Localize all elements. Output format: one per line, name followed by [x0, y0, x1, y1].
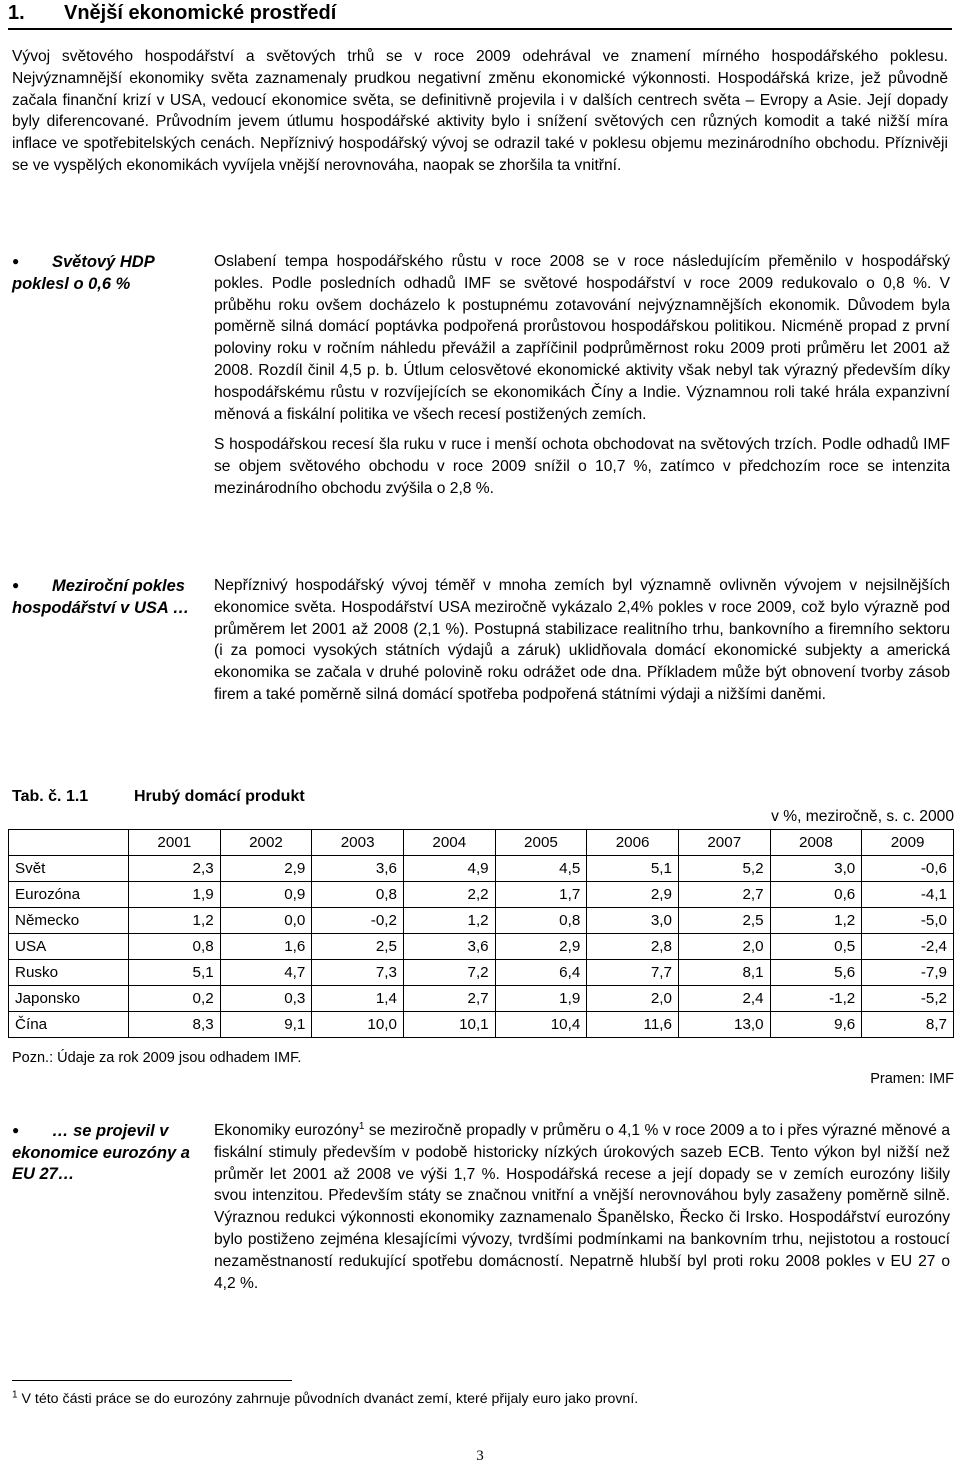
- table-cell: 2,5: [678, 908, 770, 934]
- table-cell: 3,0: [587, 908, 679, 934]
- table-row: [9, 986, 954, 1012]
- table-cell: 0,2: [129, 986, 221, 1012]
- footnote: [12, 1391, 638, 1407]
- table-cell: 0,8: [495, 908, 587, 934]
- table-cell: 5,2: [678, 856, 770, 882]
- table-cell: 7,3: [312, 960, 404, 986]
- section-body: [214, 1120, 950, 1294]
- table-caption: [12, 788, 305, 806]
- footnote-mark: 1: [12, 1389, 18, 1401]
- column-header: 2006: [587, 830, 679, 856]
- footnote-text: V této části práce se do eurozóny zahrnuje původních dvanáct zemí, které přijaly euro jako provní.: [17, 1391, 639, 1407]
- table-cell: 6,4: [495, 960, 587, 986]
- side-heading-eurozone: [12, 1120, 198, 1186]
- row-label: Rusko: [9, 960, 129, 986]
- side-heading-text: Světový HDP poklesl o 0,6 %: [12, 253, 155, 293]
- chapter-title: Vnější ekonomické prostředí: [64, 2, 337, 24]
- bullet-icon: ●: [12, 254, 20, 268]
- side-heading-usa: [12, 575, 198, 619]
- table-cell: 3,6: [403, 934, 495, 960]
- table-cell: 1,2: [403, 908, 495, 934]
- table-cell: 4,7: [220, 960, 312, 986]
- table-cell: 7,2: [403, 960, 495, 986]
- table-cell: 4,9: [403, 856, 495, 882]
- side-heading-world-gdp: [12, 251, 198, 295]
- bullet-icon: ●: [12, 1123, 20, 1137]
- table-label: Tab. č. 1.1: [12, 788, 89, 805]
- intro-paragraph: Vývoj světového hospodářství a světových trhů se v roce 2009 odehrával ve znamení mírného hospodářského poklesu. Nejvýznamnější ekonomiky světa zaznamenaly prudkou negativní změnu ekonomické výkonnosti. Hospodářská krize, jež původně začala finanční krizí v USA, vedoucí ekonomice světa, se definitivně projevila i v dalších centrech světa – Evropy a Asie. Její dopady byly diferencované. Průvodním jevem útlumu hospodářské aktivity bylo i snížení světových cen různých komodit a také nižší míra inflace ve spotřebitelských cenách. Nepříznivý hospodářský vývoj se odrazil také v poklesu objemu mezinárodního obchodu. Příznivěji se ve vyspělých ekonomikách vyvíjela vnější nerovnováha, naopak se zhoršila ta vnitřní.: [12, 48, 948, 174]
- table-cell: 0,9: [220, 882, 312, 908]
- table-row: [9, 1012, 954, 1038]
- table-source: Pramen: IMF: [870, 1071, 954, 1087]
- paragraph: [214, 1120, 950, 1294]
- table-cell: -7,9: [862, 960, 954, 986]
- row-label: Německo: [9, 908, 129, 934]
- row-label: Japonsko: [9, 986, 129, 1012]
- table-cell: 1,2: [770, 908, 862, 934]
- table-cell: 3,0: [770, 856, 862, 882]
- table-cell: -5,2: [862, 986, 954, 1012]
- side-heading-text: Meziroční pokles hospodářství v USA …: [12, 577, 190, 617]
- section-body: [214, 251, 950, 500]
- table-cell: 2,0: [678, 934, 770, 960]
- column-header: 2002: [220, 830, 312, 856]
- table-cell: 1,4: [312, 986, 404, 1012]
- section-body: [214, 575, 950, 706]
- row-label: USA: [9, 934, 129, 960]
- table-cell: -5,0: [862, 908, 954, 934]
- column-header: 2003: [312, 830, 404, 856]
- table-cell: 11,6: [587, 1012, 679, 1038]
- table-cell: 5,6: [770, 960, 862, 986]
- table-cell: 2,4: [678, 986, 770, 1012]
- table-cell: 10,0: [312, 1012, 404, 1038]
- table-cell: 2,2: [403, 882, 495, 908]
- table-cell: 5,1: [129, 960, 221, 986]
- table-cell: -2,4: [862, 934, 954, 960]
- table-cell: -4,1: [862, 882, 954, 908]
- column-header: 2008: [770, 830, 862, 856]
- table-cell: 1,9: [495, 986, 587, 1012]
- table-cell: 9,6: [770, 1012, 862, 1038]
- gdp-table: [8, 829, 954, 1038]
- table-unit: v %, meziročně, s. c. 2000: [771, 808, 954, 825]
- table-cell: 2,8: [587, 934, 679, 960]
- row-label: Čína: [9, 1012, 129, 1038]
- table-cell: 1,7: [495, 882, 587, 908]
- table-row: [9, 934, 954, 960]
- header-blank: [9, 830, 129, 856]
- row-label: Eurozóna: [9, 882, 129, 908]
- table-cell: -1,2: [770, 986, 862, 1012]
- table-cell: 0,0: [220, 908, 312, 934]
- table-cell: 2,9: [587, 882, 679, 908]
- chapter-number: 1.: [8, 2, 25, 24]
- table-cell: 0,5: [770, 934, 862, 960]
- table-cell: 10,1: [403, 1012, 495, 1038]
- table-cell: 0,6: [770, 882, 862, 908]
- table-header-row: [9, 830, 954, 856]
- footnote-divider: [12, 1380, 292, 1381]
- table-cell: 8,7: [862, 1012, 954, 1038]
- table-row: [9, 960, 954, 986]
- table-cell: 7,7: [587, 960, 679, 986]
- row-label: Svět: [9, 856, 129, 882]
- table-cell: 9,1: [220, 1012, 312, 1038]
- table-cell: 5,1: [587, 856, 679, 882]
- table-cell: 4,5: [495, 856, 587, 882]
- column-header: 2007: [678, 830, 770, 856]
- table-cell: 10,4: [495, 1012, 587, 1038]
- table-cell: -0,2: [312, 908, 404, 934]
- table-row: [9, 856, 954, 882]
- table-cell: 0,8: [129, 934, 221, 960]
- table-cell: 1,9: [129, 882, 221, 908]
- table-cell: 0,3: [220, 986, 312, 1012]
- table-cell: 2,9: [220, 856, 312, 882]
- table-cell: 0,8: [312, 882, 404, 908]
- column-header: 2005: [495, 830, 587, 856]
- table-cell: 2,5: [312, 934, 404, 960]
- paragraph: Nepříznivý hospodářský vývoj téměř v mnoha zemích byl významně ovlivněn vývojem v nejsilnějších ekonomice světa. Hospodářství USA meziročně vykázalo 2,4% pokles v roce 2009, což bylo výrazně pod průměrem let 2001 až 2008 (2,1 %). Postupná stabilizace realitního trhu, bankovního a firemního sektoru (i za pomoci vysokých státních výdajů a záruk) uklidňovala domácí ekonomické subjekty a americká ekonomika se začala v druhé polovině roku odrážet ode dna. Příkladem může být obnovení tvorby zásob firem a také poměrně silná domácí spotřeba podpořená státními výdaji a nižšími daněmi.: [214, 577, 950, 703]
- column-header: 2004: [403, 830, 495, 856]
- table-cell: -0,6: [862, 856, 954, 882]
- table-cell: 2,9: [495, 934, 587, 960]
- table-row: [9, 882, 954, 908]
- table-cell: 2,7: [403, 986, 495, 1012]
- table-cell: 8,3: [129, 1012, 221, 1038]
- table-cell: 2,0: [587, 986, 679, 1012]
- paragraph-rest: se meziročně propadly v průměru o 4,1 % v roce 2009 a to i přes výrazné měnové a fiskální stimuly především v podobě historicky nízkých úrokových sazeb ECB. Tento výkon byl nižší než průměr let 2001 až 2008 ve výši 1,7 %. Hospodářská recese a její dopady se v zemích eurozóny lišily svou intenzitou. Především státy se značnou vnitřní a vnější nerovnováhou byly zasaženy poměrně silně. Výraznou redukci výkonnosti ekonomiky zaznamenalo Španělsko, Řecko či Irsko. Hospodářství eurozóny bylo postiženo zejména klesajícími vývozy, tvrdšími podmínkami na bankovním trhu, nejistotou a rostoucí nezaměstnaností redukující spotřebu domácností. Nepatrně hlubší byl proti roku 2008 pokles v EU 27 o 4,2 %.: [214, 1122, 950, 1292]
- table-cell: 3,6: [312, 856, 404, 882]
- side-heading-text: … se projevil v ekonomice eurozóny a EU 27…: [12, 1122, 190, 1183]
- table-cell: 2,7: [678, 882, 770, 908]
- paragraph: S hospodářskou recesí šla ruku v ruce i menší ochota obchodovat na světových trzích. Podle odhadů IMF se objem světového obchodu v roce 2009 snížil o 10,7 %, zatímco v předchozím roce se intenzita mezinárodního obchodu zvýšila o 2,8 %.: [214, 436, 950, 497]
- table-row: [9, 908, 954, 934]
- table-note: Pozn.: Údaje za rok 2009 jsou odhadem IMF.: [12, 1050, 302, 1066]
- page-number: 3: [476, 1448, 484, 1464]
- column-header: 2009: [862, 830, 954, 856]
- table-cell: 1,6: [220, 934, 312, 960]
- column-header: 2001: [129, 830, 221, 856]
- paragraph: Oslabení tempa hospodářského růstu v roce 2008 se v roce následujícím přeměnilo v hospodářský pokles. Podle posledních odhadů IMF se světové hospodářství v roce 2009 redukovalo o 0,8 %. V průběhu roku ovšem docházelo k postupnému zotavování nejvýznamnějších ekonomik. Důvodem byla poměrně silná domácí poptávka podpořená prorůstovou hospodářskou politikou. Nicméně propad z první poloviny roku v ročním náhledu převážil a zapříčinil podprůměrnost roku 2009 proti průměru let 2001 až 2008. Rozdíl činil 4,5 p. b. Útlum celosvětové ekonomické aktivity však nebyl tak výrazný především díky hospodářskému růstu v rozvíjejících se ekonomikách Číny a Indie. Významnou roli také hrála expanzivní měnová a fiskální politika ve všech recesí postižených zemích.: [214, 253, 950, 423]
- table-cell: 13,0: [678, 1012, 770, 1038]
- bullet-icon: ●: [12, 578, 20, 592]
- table-cell: 2,3: [129, 856, 221, 882]
- footnote-ref: 1: [358, 1120, 365, 1132]
- chapter-heading: [8, 0, 952, 30]
- table-title: Hrubý domácí produkt: [134, 788, 305, 805]
- table-cell: 1,2: [129, 908, 221, 934]
- table-body: [9, 856, 954, 1038]
- paragraph-start: Ekonomiky eurozóny: [214, 1122, 359, 1139]
- table-cell: 8,1: [678, 960, 770, 986]
